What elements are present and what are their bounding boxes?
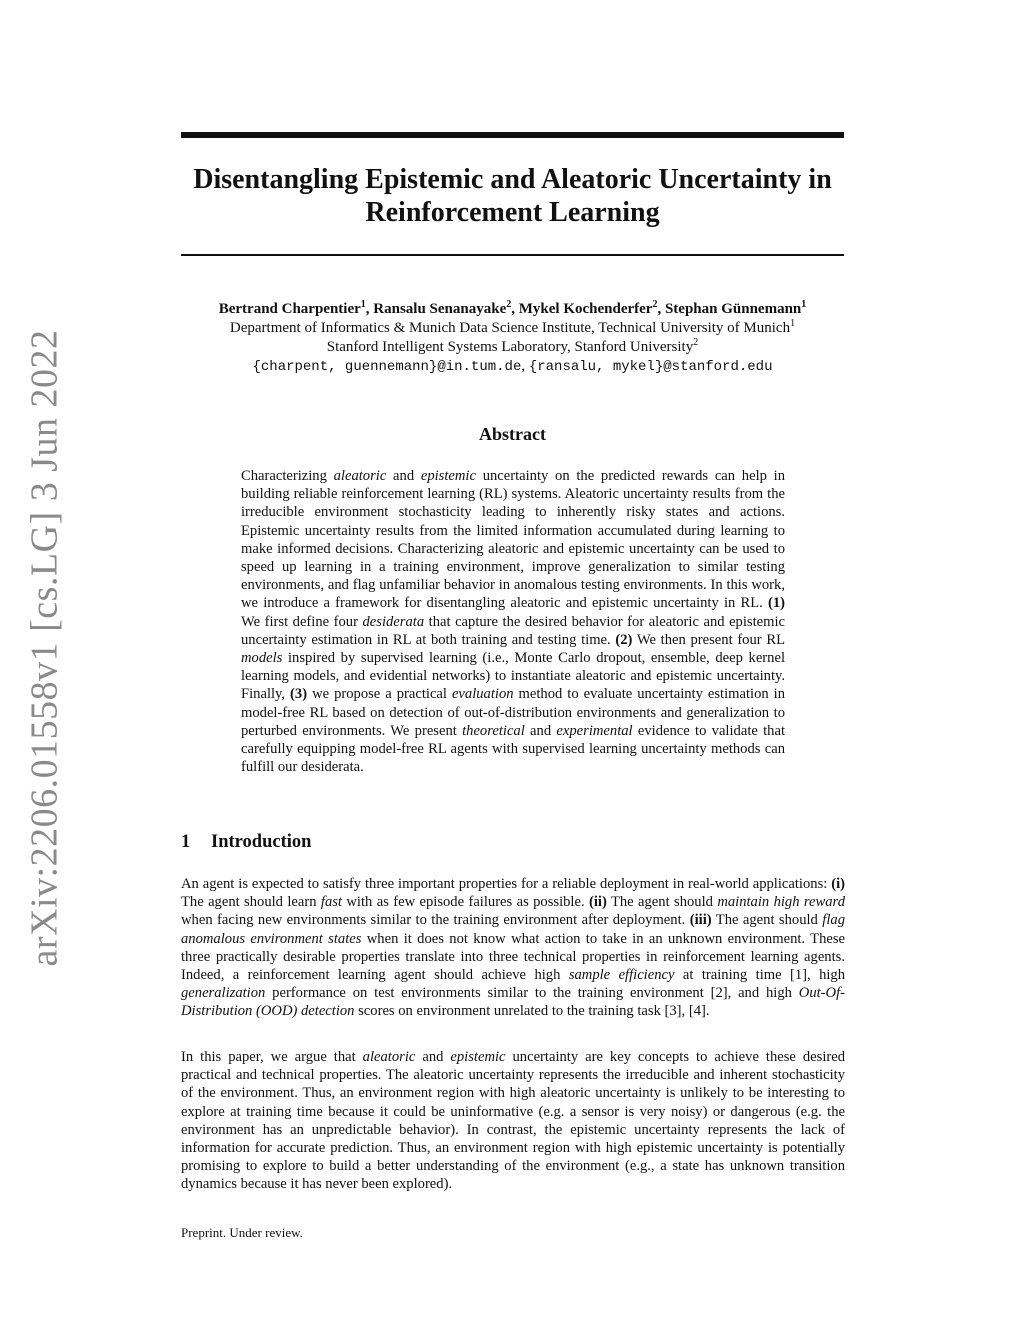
preprint-footer: Preprint. Under review. [181,1225,303,1240]
author-1-affil: 1 [360,299,366,310]
intro-paragraph-2: In this paper, we argue that aleatoric and epistemic uncertainty are key concepts to achieve these desired practical and technical properties. The aleatoric uncertainty represents the irreducible and inherent stochasticity of the environment. Thus, an environment region with high aleatoric uncertainty is unlikely to be interesting to explore at training time because it could be uninformative (e.g. a sensor is very noisy) or dangerous (e.g. the environment has an unpredictable behavior). In contrast, the epistemic uncertainty represents the lack of information for accurate prediction. Thus, an environment region with high epistemic uncertainty is potentially promising to explore to build a better understanding of the environment (e.g., a state has unknown transition dynamics because it has never been explored). [181,1049,846,1193]
section-title: Introduction [211,832,312,852]
title-line-2: Reinforcement Learning [365,197,660,228]
abstract-heading: Abstract [479,424,546,444]
title-top-rule [181,132,844,138]
arxiv-identifier: arXiv:2206.01558v1 [cs.LG] 3 Jun 2022 [23,329,66,967]
affiliation-2-text: Stanford Intelligent Systems Laboratory, Stanford University [326,339,694,355]
paper-title [181,163,844,229]
author-block [170,300,855,377]
affiliation-1-mark: 1 [790,318,796,329]
affiliation-2 [170,338,855,357]
affiliation-2-mark: 2 [693,337,699,348]
email-tum[interactable]: {charpent, guennemann}@in.tum.de [252,359,522,375]
section-number: 1 [181,832,191,852]
author-2: Ransalu Senanayake [373,301,507,317]
intro-paragraph-1: An agent is expected to satisfy three important properties for a reliable deployment in real-world applications: (i) The agent should learn fast with as few episode failures as possible. (ii) The agent should maintain high reward when facing new environments similar to the training environment after deployment. (iii) The agent should flag anomalous environment states when it does not know what action to take in an unknown environment. These three practically desirable properties translate into three technical properties in reinforcement learning agents. Indeed, a reinforcement learning agent should achieve high sample efficiency at training time [1], high generalization performance on test environments similar to the training environment [2], and high Out-Of-Distribution (OOD) detection scores on environment unrelated to the training task [3], [4]. [181,876,846,1020]
email-stanford[interactable]: {ransalu, mykel}@stanford.edu [528,359,773,375]
title-bottom-rule [181,254,844,256]
emails: {charpent, guennemann}@in.tum.de, {ransalu, mykel}@stanford.edu [252,358,773,375]
title-line-1: Disentangling Epistemic and Aleatoric Uncertainty in [193,164,832,195]
author-4: Stephan Günnemann [664,301,802,317]
arxiv-side-stamp [22,329,66,967]
section-heading-introduction [181,832,311,853]
author-3: Mykel Kochenderfer [518,301,653,317]
author-4-affil: 1 [801,299,807,310]
author-3-affil: 2 [652,299,658,310]
affiliation-1-text: Department of Informatics & Munich Data Science Institute, Technical University of Munich [229,320,791,336]
abstract-text: Characterizing aleatoric and epistemic uncertainty on the predicted rewards can help in building reliable reinforcement learning (RL) systems. Aleatoric uncertainty results from the irreducible environment stochasticity leading to inherently risky states and actions. Epistemic uncertainty results from the limited information accumulated during learning to make informed decisions. Characterizing aleatoric and epistemic uncertainty can be used to speed up learning in a training environment, improve generalization to similar testing environments, and flag unfamiliar behavior in anomalous testing environments. In this work, we introduce a framework for disentangling aleatoric and epistemic uncertainty in RL. (1) We first define four desiderata that capture the desired behavior for aleatoric and epistemic uncertainty estimation in RL at both training and testing time. (2) We then present four RL models inspired by supervised learning (i.e., Monte Carlo dropout, ensemble, deep kernel learning models, and evidential networks) to instantiate aleatoric and epistemic uncertainty. Finally, (3) we propose a practical evaluation method to evaluate uncertainty estimation in model-free RL based on detection of out-of-distribution environments and generalization to perturbed environments. We present theoretical and experimental evidence to validate that carefully equipping model-free RL agents with supervised learning uncertainty methods can fulfill our desiderata. [241,468,786,776]
author-1: Bertrand Charpentier [218,301,361,317]
affiliation-1 [170,319,855,338]
author-names: Bertrand Charpentier$^1$, Ransalu Senanayake$^2$, Mykel Kochenderfer$^2$, Stephan Günnemann$^1$ [218,299,807,317]
author-2-affil: 2 [506,299,512,310]
